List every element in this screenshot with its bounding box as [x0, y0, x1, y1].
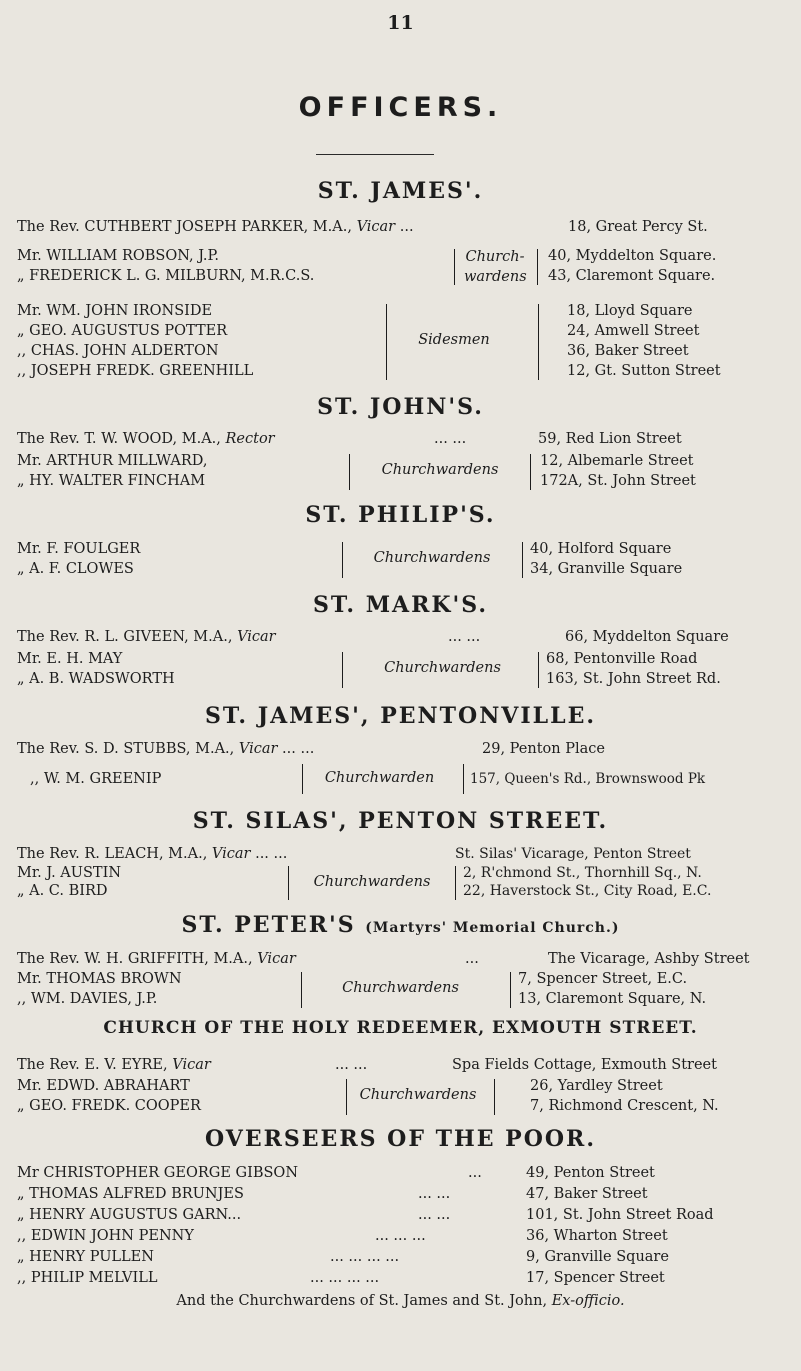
st-silas-heading: ST. SILAS', PENTON STREET.: [192, 808, 609, 834]
st-silas-vicar: The Rev. R. LEACH, M.A., Vicar ... ...: [17, 846, 288, 862]
sidesman-3: ,, CHAS. JOHN ALDERTON: [17, 343, 219, 359]
overseer-address-4: 36, Wharton Street: [526, 1228, 668, 1244]
sidesman-4: ,, JOSEPH FREDK. GREENHILL: [17, 363, 254, 379]
st-peters-vicar: The Rev. W. H. GRIFFITH, M.A., Vicar: [17, 951, 296, 967]
st-marks-churchwarden-2: „ A. B. WADSWORTH: [17, 671, 175, 687]
brace: [338, 542, 343, 578]
st-james-pentonville-cw-role: Churchwarden: [324, 770, 435, 786]
brace: [538, 304, 543, 380]
st-silas-cw-role: Churchwardens: [313, 874, 431, 890]
overseer-6: ,, PHILIP MELVILL: [17, 1270, 158, 1286]
st-philips-cw-address-2: 34, Granville Square: [530, 561, 683, 577]
brace: [382, 304, 387, 380]
holy-redeemer-cw-address-1: 26, Yardley Street: [530, 1078, 663, 1094]
holy-redeemer-vicar: The Rev. E. V. EYRE, Vicar: [17, 1057, 211, 1073]
brace: [299, 764, 303, 794]
overseers-heading: OVERSEERS OF THE POOR.: [205, 1126, 596, 1152]
overseer-5: „ HENRY PULLEN: [17, 1249, 154, 1265]
brace: [494, 1079, 499, 1115]
st-marks-cw-address-1: 68, Pentonville Road: [546, 651, 698, 667]
st-philips-cw-address-1: 40, Holford Square: [530, 541, 672, 557]
holy-redeemer-churchwarden-1: Mr. EDWD. ABRAHART: [17, 1078, 190, 1094]
st-johns-cw-address-2: 172A, St. John Street: [540, 473, 696, 489]
sidesman-address-1: 18, Lloyd Square: [567, 303, 693, 319]
st-peters-cw-address-1: 7, Spencer Street, E.C.: [518, 971, 688, 987]
st-james-churchwarden-2: „ FREDERICK L. G. MILBURN, M.R.C.S.: [17, 268, 315, 284]
dots: ... ...: [448, 629, 481, 645]
brace: [345, 454, 350, 490]
brace: [338, 652, 343, 688]
st-peters-cw-role: Churchwardens: [342, 980, 459, 996]
sidesman-2: „ GEO. AUGUSTUS POTTER: [17, 323, 228, 339]
dots: ... ... ... ...: [310, 1270, 380, 1286]
overseer-4: ,, EDWIN JOHN PENNY: [17, 1228, 194, 1244]
st-philips-heading: ST. PHILIP'S.: [305, 502, 496, 528]
holy-redeemer-churchwarden-2: „ GEO. FREDK. COOPER: [17, 1098, 201, 1114]
st-philips-churchwarden-2: „ A. F. CLOWES: [17, 561, 134, 577]
st-philips-churchwarden-1: Mr. F. FOULGER: [17, 541, 141, 557]
overseer-address-1: 49, Penton Street: [526, 1165, 655, 1181]
dots: ... ... ...: [375, 1228, 426, 1244]
dots: ...: [465, 951, 479, 967]
st-james-pentonville-heading: ST. JAMES', PENTONVILLE.: [204, 703, 597, 729]
sidesman-address-4: 12, Gt. Sutton Street: [567, 363, 721, 379]
holy-redeemer-cw-role: Churchwardens: [359, 1087, 477, 1103]
sidesman-1: Mr. WM. JOHN IRONSIDE: [17, 303, 213, 319]
dots: ...: [468, 1165, 482, 1181]
st-marks-vicar-address: 66, Myddelton Square: [565, 629, 729, 645]
brace: [537, 249, 542, 285]
overseer-3: „ HENRY AUGUSTUS GARN...: [17, 1207, 242, 1223]
overseer-2: „ THOMAS ALFRED BRUNJES: [17, 1186, 244, 1202]
st-peters-cw-address-2: 13, Claremont Square, N.: [518, 991, 707, 1007]
holy-redeemer-vicar-address: Spa Fields Cottage, Exmouth Street: [452, 1057, 717, 1073]
dots: ... ...: [418, 1207, 451, 1223]
st-james-pentonville-vicar: The Rev. S. D. STUBBS, M.A., Vicar ... ...: [17, 741, 315, 757]
holy-redeemer-heading: CHURCH OF THE HOLY REDEEMER, EXMOUTH STREET.: [103, 1018, 698, 1038]
dots: ... ...: [335, 1057, 368, 1073]
title-divider: [316, 154, 434, 155]
st-philips-cw-role: Churchwardens: [373, 550, 491, 566]
overseers-footer: And the Churchwardens of St. James and St. John, Ex-officio.: [176, 1293, 625, 1309]
brace: [530, 454, 535, 490]
overseer-address-3: 101, St. John Street Road: [526, 1207, 714, 1223]
st-johns-rector: The Rev. T. W. WOOD, M.A., Rector: [17, 431, 275, 447]
overseer-address-6: 17, Spencer Street: [526, 1270, 665, 1286]
st-peters-heading: ST. PETER'S (Martyrs' Memorial Church.): [181, 912, 620, 938]
st-silas-churchwarden-1: Mr. J. AUSTIN: [17, 865, 122, 881]
sidesman-address-2: 24, Amwell Street: [567, 323, 700, 339]
st-marks-heading: ST. MARK'S.: [312, 592, 489, 618]
sidesmen-role: Sidesmen: [418, 332, 490, 348]
st-johns-rector-address: 59, Red Lion Street: [538, 431, 682, 447]
brace: [522, 542, 527, 578]
st-johns-cw-role: Churchwardens: [381, 462, 499, 478]
st-marks-churchwarden-1: Mr. E. H. MAY: [17, 651, 123, 667]
st-silas-vicar-address: St. Silas' Vicarage, Penton Street: [455, 846, 691, 862]
st-james-cw-address-1: 40, Myddelton Square.: [548, 248, 717, 264]
st-james-heading: ST. JAMES'.: [317, 178, 484, 204]
page-number: 11: [387, 12, 414, 34]
dots: ... ...: [418, 1186, 451, 1202]
st-peters-vicar-address: The Vicarage, Ashby Street: [548, 951, 750, 967]
st-silas-cw-address-2: 22, Haverstock St., City Road, E.C.: [463, 883, 712, 899]
page-title: OFFICERS.: [298, 92, 503, 123]
dots: ... ...: [434, 431, 467, 447]
dots: ... ... ... ...: [330, 1249, 400, 1265]
overseer-1: Mr CHRISTOPHER GEORGE GIBSON: [17, 1165, 299, 1181]
st-peters-churchwarden-2: ,, WM. DAVIES, J.P.: [17, 991, 158, 1007]
st-peters-subheading: (Martyrs' Memorial Church.): [365, 920, 620, 936]
st-james-pentonville-cw-address: 157, Queen's Rd., Brownswood Pk: [470, 771, 706, 787]
holy-redeemer-cw-address-2: 7, Richmond Crescent, N.: [530, 1098, 719, 1114]
brace: [297, 972, 302, 1008]
sidesman-address-3: 36, Baker Street: [567, 343, 689, 359]
overseer-address-2: 47, Baker Street: [526, 1186, 648, 1202]
brace: [463, 764, 467, 794]
brace: [450, 249, 455, 285]
st-james-pentonville-vicar-address: 29, Penton Place: [482, 741, 605, 757]
st-marks-cw-address-2: 163, St. John Street Rd.: [546, 671, 721, 687]
st-silas-churchwarden-2: „ A. C. BIRD: [17, 883, 108, 899]
st-james-vicar-address: 18, Great Percy St.: [568, 219, 708, 235]
st-johns-heading: ST. JOHN'S.: [317, 394, 484, 420]
st-johns-cw-address-1: 12, Albemarle Street: [540, 453, 694, 469]
brace: [538, 652, 543, 688]
brace: [510, 972, 515, 1008]
st-james-cw-role: Church- wardens: [464, 249, 527, 285]
st-james-churchwarden-1: Mr. WILLIAM ROBSON, J.P.: [17, 248, 219, 264]
overseer-address-5: 9, Granville Square: [526, 1249, 669, 1265]
st-silas-cw-address-1: 2, R'chmond St., Thornhill Sq., N.: [463, 865, 702, 881]
st-james-cw-address-2: 43, Claremont Square.: [548, 268, 716, 284]
st-james-pentonville-churchwarden: ,, W. M. GREENIP: [30, 771, 162, 787]
st-johns-churchwarden-1: Mr. ARTHUR MILLWARD,: [17, 453, 208, 469]
brace: [284, 866, 289, 900]
st-marks-vicar: The Rev. R. L. GIVEEN, M.A., Vicar: [17, 629, 276, 645]
st-marks-cw-role: Churchwardens: [384, 660, 501, 676]
brace: [342, 1079, 347, 1115]
st-peters-churchwarden-1: Mr. THOMAS BROWN: [17, 971, 182, 987]
brace: [455, 866, 460, 900]
st-james-vicar: The Rev. CUTHBERT JOSEPH PARKER, M.A., Vicar ...: [17, 219, 414, 235]
st-johns-churchwarden-2: „ HY. WALTER FINCHAM: [17, 473, 206, 489]
